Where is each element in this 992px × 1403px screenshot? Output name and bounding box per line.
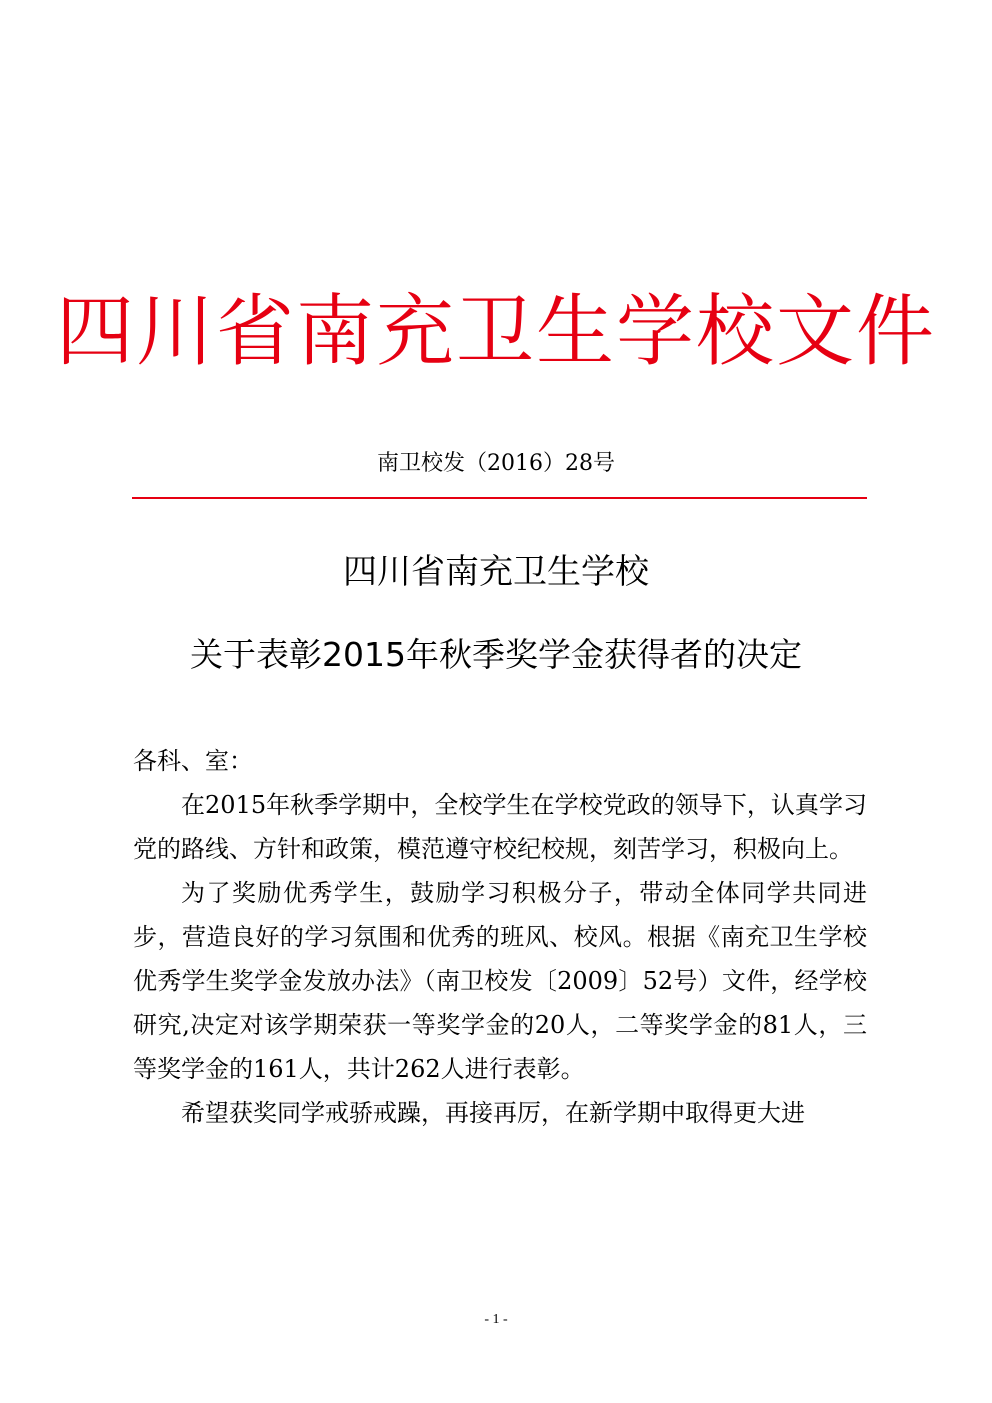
body-paragraph-1: 在2015年秋季学期中，全校学生在学校党政的领导下，认真学习党的路线、方针和政策，模范遵守校纪校规，刻苦学习，积极向上。 bbox=[133, 791, 867, 863]
page-number: - 1 - bbox=[484, 1312, 508, 1327]
red-separator-line bbox=[132, 497, 867, 499]
document-masthead: 四川省南充卫生学校文件 bbox=[55, 287, 936, 377]
body-paragraph-2: 为了奖励优秀学生，鼓励学习积极分子，带动全体同学共同进步，营造良好的学习氛围和优秀的班风、校风。根据《南充卫生学校优秀学生奖学金发放办法》（南卫校发〔2009〕52号）文件，经学校研究,决定对该学期荣获一等奖学金的20人，二等奖学金的81人，三等奖学金的161人，共计262人进行表彰。 bbox=[133, 879, 867, 1083]
salutation: 各科、室： bbox=[133, 747, 253, 775]
document-number: 南卫校发（2016）28号 bbox=[377, 451, 615, 476]
title-line-2: 关于表彰2015年秋季奖学金获得者的决定 bbox=[190, 635, 802, 674]
document-body bbox=[133, 739, 867, 1135]
body-paragraph-3: 希望获奖同学戒骄戒躁，再接再厉，在新学期中取得更大进 bbox=[181, 1099, 805, 1127]
title-line-1: 四川省南充卫生学校 bbox=[343, 552, 649, 592]
